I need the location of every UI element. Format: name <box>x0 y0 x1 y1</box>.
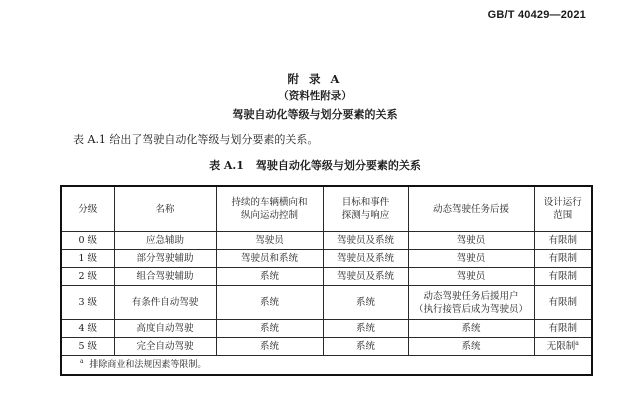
odd-cell <box>534 338 592 356</box>
table-row <box>61 320 592 338</box>
table-row <box>61 232 592 250</box>
footnote-mark: a <box>80 357 84 365</box>
table-caption <box>0 157 630 173</box>
name-cell: 有条件自动驾驶 <box>114 286 216 320</box>
footnote-marker: a <box>575 339 579 347</box>
table-row <box>61 338 592 356</box>
oedr-cell: 驾驶员及系统 <box>323 268 408 286</box>
name-cell: 高度自动驾驶 <box>114 320 216 338</box>
fallback-cell: 驾驶员 <box>408 250 534 268</box>
control-cell: 系统 <box>216 320 323 338</box>
header-cell: 名称 <box>114 186 216 232</box>
table-caption-title: 驾驶自动化等级与划分要素的关系 <box>255 159 421 172</box>
level-cell: 0 级 <box>61 232 114 250</box>
control-cell: 系统 <box>216 268 323 286</box>
header-cell: 分级 <box>61 186 114 232</box>
level-cell: 4 级 <box>61 320 114 338</box>
level-cell: 1 级 <box>61 250 114 268</box>
level-cell: 2 级 <box>61 268 114 286</box>
fallback-cell: 系统 <box>408 320 534 338</box>
name-cell: 应急辅助 <box>114 232 216 250</box>
appendix-title: 附 录 A <box>287 72 343 86</box>
control-cell: 驾驶员 <box>216 232 323 250</box>
intro-paragraph: 表 A.1 给出了驾驶自动化等级与划分要素的关系。 <box>73 133 319 146</box>
oedr-cell: 系统 <box>323 286 408 320</box>
fallback-cell: 驾驶员 <box>408 232 534 250</box>
odd-cell: 有限制 <box>534 286 592 320</box>
fallback-cell: 驾驶员 <box>408 268 534 286</box>
table-row <box>61 268 592 286</box>
odd-cell: 有限制 <box>534 268 592 286</box>
table-row <box>61 250 592 268</box>
automation-levels-table <box>60 185 593 376</box>
oedr-cell: 系统 <box>323 338 408 356</box>
table-footnote <box>61 356 592 376</box>
table-header-row <box>61 186 592 232</box>
appendix-name: 驾驶自动化等级与划分要素的关系 <box>232 108 398 121</box>
oedr-cell: 驾驶员及系统 <box>323 232 408 250</box>
name-cell: 组合驾驶辅助 <box>114 268 216 286</box>
oedr-cell: 系统 <box>323 320 408 338</box>
name-cell: 完全自动驾驶 <box>114 338 216 356</box>
fallback-cell: 动态驾驶任务后援用户 （执行接管后成为驾驶员） <box>408 286 534 320</box>
control-cell: 系统 <box>216 286 323 320</box>
odd-value: 无限制 <box>546 341 576 352</box>
table-caption-number: 表 A.1 <box>209 159 244 172</box>
oedr-cell: 驾驶员及系统 <box>323 250 408 268</box>
footnote-text: 排除商业和法规因素等限制。 <box>89 359 207 370</box>
odd-cell: 有限制 <box>534 232 592 250</box>
appendix-subtitle: （资料性附录） <box>278 90 352 102</box>
control-cell: 驾驶员和系统 <box>216 250 323 268</box>
level-cell: 3 级 <box>61 286 114 320</box>
table-footnote-row <box>61 356 592 376</box>
header-cell: 动态驾驶任务后援 <box>408 186 534 232</box>
standard-number: GB/T 40429—2021 <box>487 9 586 21</box>
level-cell: 5 级 <box>61 338 114 356</box>
header-cell: 目标和事件 探测与响应 <box>323 186 408 232</box>
header-cell: 持续的车辆横向和 纵向运动控制 <box>216 186 323 232</box>
odd-cell: 有限制 <box>534 320 592 338</box>
control-cell: 系统 <box>216 338 323 356</box>
table-row <box>61 286 592 320</box>
fallback-cell: 系统 <box>408 338 534 356</box>
header-cell: 设计运行 范围 <box>534 186 592 232</box>
name-cell: 部分驾驶辅助 <box>114 250 216 268</box>
odd-cell: 有限制 <box>534 250 592 268</box>
